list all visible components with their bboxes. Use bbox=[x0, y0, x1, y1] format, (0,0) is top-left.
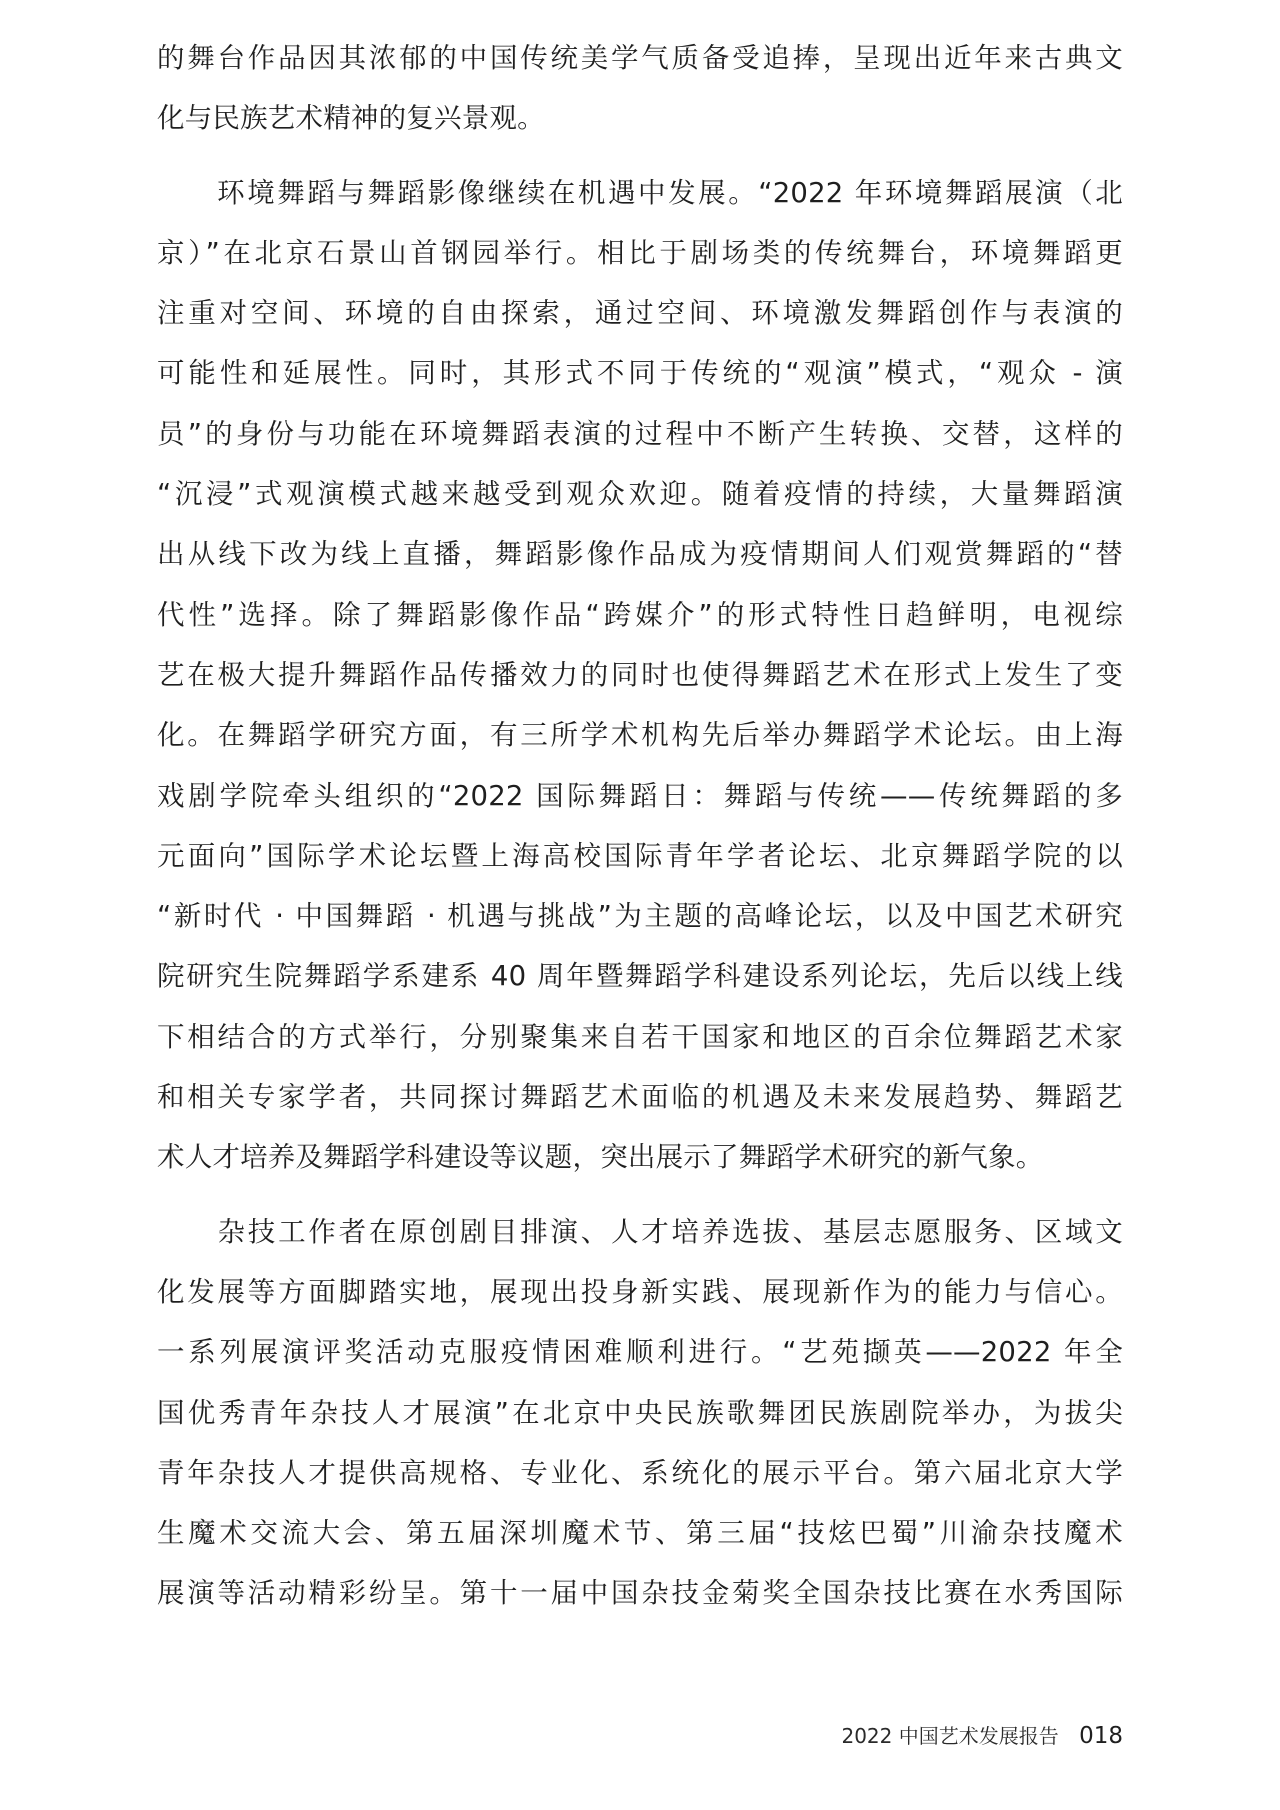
text-line: 的舞台作品因其浓郁的中国传统美学气质备受追捧，呈现出近年来古典文 bbox=[157, 42, 1123, 74]
text-line: 戏剧学院牵头组织的“2022 国际舞蹈日：舞蹈与传统——传统舞蹈的多 bbox=[157, 779, 1123, 812]
text-line: 出从线下改为线上直播，舞蹈影像作品成为疫情期间人们观赏舞蹈的“替 bbox=[157, 538, 1123, 571]
page-footer bbox=[841, 1718, 1123, 1754]
text-line: “沉浸”式观演模式越来越受到观众欢迎。随着疫情的持续，大量舞蹈演 bbox=[157, 478, 1123, 511]
paragraph-2 bbox=[157, 163, 1123, 1188]
text-line: 元面向”国际学术论坛暨上海高校国际青年学者论坛、北京舞蹈学院的以 bbox=[157, 839, 1123, 872]
paragraph-1 bbox=[157, 28, 1123, 149]
text-line: 国优秀青年杂技人才展演”在北京中央民族歌舞团民族剧院举办，为拔尖 bbox=[157, 1396, 1123, 1429]
text-line: 代性”选择。除了舞蹈影像作品“跨媒介”的形式特性日趋鲜明，电视综 bbox=[157, 598, 1123, 631]
running-title: 2022 中国艺术发展报告 bbox=[841, 1724, 1059, 1748]
text-line: 化发展等方面脚踏实地，展现出投身新实践、展现新作为的能力与信心。 bbox=[157, 1275, 1123, 1308]
text-line: 可能性和延展性。同时，其形式不同于传统的“观演”模式，“观众 - 演 bbox=[157, 357, 1123, 390]
body-text bbox=[157, 28, 1123, 1624]
text-line: 和相关专家学者，共同探讨舞蹈艺术面临的机遇及未来发展趋势、舞蹈艺 bbox=[157, 1081, 1123, 1114]
text-line: 员”的身份与功能在环境舞蹈表演的过程中不断产生转换、交替，这样的 bbox=[157, 417, 1123, 450]
text-line: 化。在舞蹈学研究方面，有三所学术机构先后举办舞蹈学术论坛。由上海 bbox=[157, 719, 1123, 752]
text-line: 注重对空间、环境的自由探索，通过空间、环境激发舞蹈创作与表演的 bbox=[157, 297, 1123, 330]
text-line: 下相结合的方式举行，分别聚集来自若干国家和地区的百余位舞蹈艺术家 bbox=[157, 1020, 1123, 1053]
text-line: 化与民族艺术精神的复兴景观。 bbox=[157, 102, 545, 135]
text-line: “新时代 · 中国舞蹈 · 机遇与挑战”为主题的高峰论坛，以及中国艺术研究 bbox=[157, 900, 1123, 933]
text-line: 京）”在北京石景山首钢园举行。相比于剧场类的传统舞台，环境舞蹈更 bbox=[157, 236, 1123, 269]
text-line: 术人才培养及舞蹈学科建设等议题，突出展示了舞蹈学术研究的新气象。 bbox=[157, 1141, 1044, 1174]
text-line: 院研究生院舞蹈学系建系 40 周年暨舞蹈学科建设系列论坛，先后以线上线 bbox=[157, 960, 1123, 993]
text-line: 青年杂技人才提供高规格、专业化、系统化的展示平台。第六届北京大学 bbox=[157, 1456, 1123, 1489]
text-line: 环境舞蹈与舞蹈影像继续在机遇中发展。“2022 年环境舞蹈展演（北 bbox=[157, 176, 1123, 209]
text-line: 一系列展演评奖活动克服疫情困难顺利进行。“艺苑撷英——2022 年全 bbox=[157, 1336, 1123, 1369]
text-line: 艺在极大提升舞蹈作品传播效力的同时也使得舞蹈艺术在形式上发生了变 bbox=[157, 658, 1123, 691]
paragraph-3 bbox=[157, 1202, 1123, 1624]
text-line: 杂技工作者在原创剧目排演、人才培养选拔、基层志愿服务、区域文 bbox=[157, 1215, 1123, 1248]
text-line: 生魔术交流大会、第五届深圳魔术节、第三届“技炫巴蜀”川渝杂技魔术 bbox=[157, 1517, 1123, 1550]
text-line: 展演等活动精彩纷呈。第十一届中国杂技金菊奖全国杂技比赛在水秀国际 bbox=[157, 1577, 1123, 1610]
page-number: 018 bbox=[1079, 1723, 1123, 1749]
